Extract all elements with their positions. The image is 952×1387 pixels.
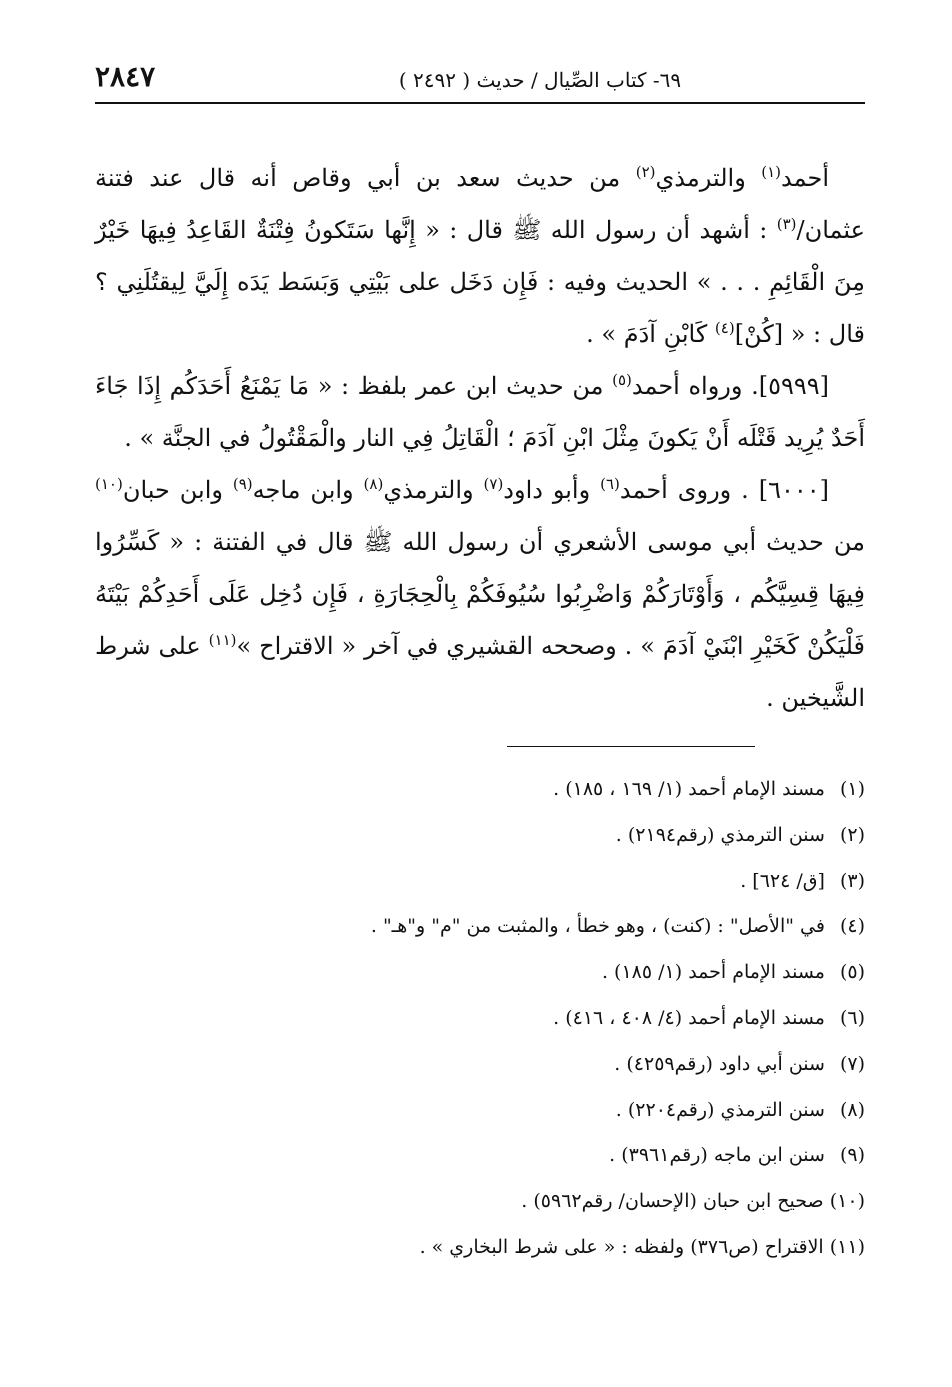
footnote-separator	[507, 746, 755, 747]
running-head: ٦٩- كتاب الصِّيال / حديث ( ٢٤٩٢ )	[398, 68, 682, 92]
footnote-text: سنن الترمذي (رقم٢٢٠٤) .	[615, 1098, 825, 1121]
text-run: والترمذي	[383, 476, 484, 504]
text-run: من حديث ابن عمر بلفظ : « مَا يَمْنَعُ أَحَدَكُم إِذَا جَاءَ أَحَدٌ يُرِيد قَتْلَه أَنْ يَكونَ مِثْلَ ابْنِ آدَمَ ؛ الْقَاتِلُ فِي النار والْمَقْتُولُ في الجنَّة » .	[95, 372, 865, 452]
footnote-text: سنن أبي داود (رقم٤٢٥٩) .	[614, 1052, 825, 1075]
footnote-text: [ق/ ٦٢٤] .	[740, 869, 825, 892]
footnote-number: (١١)	[829, 1235, 865, 1258]
footnote-text: مسند الإمام أحمد (١/ ١٨٥) .	[601, 961, 825, 984]
footnote-number: (٩)	[839, 1144, 865, 1167]
footnote-text: الاقتراح (ص٣٧٦) ولفظه : « على شرط البخاري » .	[419, 1235, 824, 1258]
footnote-ref-5[interactable]: (٥)	[612, 371, 632, 389]
footnote-number: (٧)	[839, 1052, 865, 1075]
footnote-4	[95, 904, 865, 950]
footnote-number: (٦)	[839, 1006, 865, 1029]
footnote-number: (٤)	[839, 915, 865, 938]
text-run: : أشهد أن رسول الله ﷺ قال : « إِنَّها سَتَكونُ فِتْنَةٌ القَاعِدُ فِيهَا خَيْرٌ مِنَ الْقَائِمِ . . . » الحديث وفيه : فَإِن دَخَل على بَيْتِي وَبَسَط يَدَه إِلَيَّ لِيقتُلَنِي ؟ قال : « [كُنْ]	[95, 216, 865, 348]
footnote-ref-1[interactable]: (١)	[761, 163, 782, 181]
text-run: من حديث أبي موسى الأشعري أن رسول الله ﷺ قال في الفتنة : « كَسِّرُوا فِيهَا قِسِيَّكُم ، وَأَوْتَارَكُمْ وَاضْرِبُوا سُيُوفَكُمْ بِالْحِجَارَةِ ، فَإِن دُخِل عَلَى أَحَدِكُمْ بَيْتَهُ فَلْيَكُنْ كَخَيْرِ ابْنَيْ آدَمَ » . وصححه القشيري في آخر « الاقتراح »	[95, 528, 866, 660]
footnote-5	[95, 950, 865, 996]
footnote-text: صحيح ابن حبان (الإحسان/ رقم٥٩٦٢) .	[521, 1190, 824, 1213]
page-header	[95, 60, 865, 100]
footnote-7	[95, 1042, 865, 1088]
footnote-number: (٨)	[839, 1098, 865, 1121]
text-run: على شرط الشَّيخين .	[95, 632, 865, 712]
footnote-11	[95, 1225, 865, 1271]
footnote-text: سنن ابن ماجه (رقم٣٩٦١) .	[609, 1144, 825, 1167]
footnote-text: مسند الإمام أحمد (١/ ١٦٩ ، ١٨٥) .	[553, 778, 825, 800]
footnote-1	[95, 767, 865, 813]
footnote-ref-2[interactable]: (٢)	[635, 163, 656, 181]
footnote-8	[95, 1088, 865, 1134]
footnote-ref-11[interactable]: (١١)	[208, 631, 237, 649]
header-rule	[95, 102, 865, 104]
footnote-9	[95, 1133, 865, 1179]
text-run: [٦٠٠٠] . وروى أحمد	[619, 476, 829, 504]
footnote-number: (٣)	[839, 869, 865, 892]
footnote-text: سنن الترمذي (رقم٢١٩٤) .	[615, 823, 825, 846]
footnote-number: (١)	[839, 778, 865, 800]
paragraph-3	[95, 464, 865, 724]
paragraph-2	[95, 360, 865, 464]
footnote-ref-10[interactable]: (١٠)	[95, 475, 123, 493]
text-run: من حديث سعد بن أبي وقاص أنه قال عند فتنة عثمان/	[95, 164, 865, 244]
text-run: [٥٩٩٩]. ورواه أحمد	[631, 372, 829, 400]
text-run: وابن ماجه	[252, 476, 364, 504]
footnote-number: (١٠)	[829, 1190, 865, 1213]
text-run: والترمذي	[655, 164, 762, 192]
footnote-ref-3[interactable]: (٣)	[776, 215, 797, 233]
footnote-text: في "الأصل" : (كنت) ، وهو خطأ ، والمثبت من "م" و"هـ" .	[370, 915, 825, 938]
footnote-2	[95, 813, 865, 859]
footnote-ref-9[interactable]: (٩)	[232, 475, 253, 493]
footnote-ref-7[interactable]: (٧)	[483, 475, 504, 493]
paragraph-1	[95, 152, 865, 360]
book-page	[95, 60, 865, 1271]
text-run: وابن حبان	[122, 476, 233, 504]
footnote-number: (٢)	[839, 823, 865, 846]
footnote-3	[95, 859, 865, 905]
footnote-number: (٥)	[839, 961, 865, 984]
footnotes	[95, 767, 865, 1271]
footnote-ref-8[interactable]: (٨)	[363, 475, 384, 493]
footnote-text: مسند الإمام أحمد (٤/ ٤٠٨ ، ٤١٦) .	[553, 1006, 825, 1029]
footnote-ref-4[interactable]: (٤)	[714, 319, 735, 337]
main-text	[95, 152, 865, 724]
text-run: وأبو داود	[503, 476, 601, 504]
text-run: أحمد	[781, 164, 829, 192]
footnote-6	[95, 996, 865, 1042]
text-run: كَابْنِ آدَمَ » .	[586, 320, 715, 348]
footnote-ref-6[interactable]: (٦)	[600, 475, 620, 493]
page-number: ٢٨٤٧	[95, 60, 156, 93]
footnote-10	[95, 1179, 865, 1225]
